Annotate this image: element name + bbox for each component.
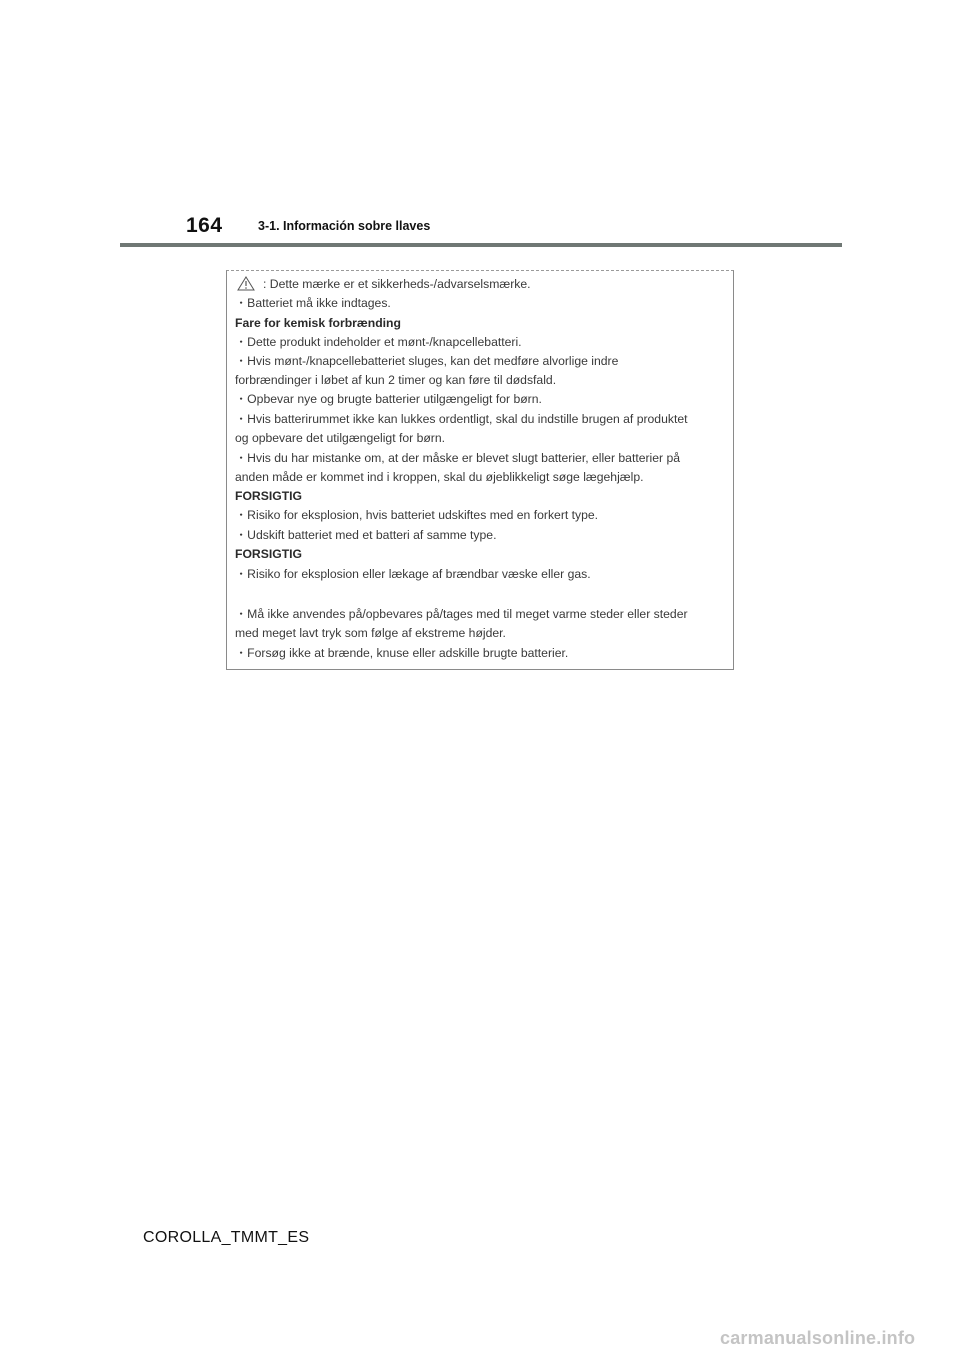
- page-number: 164: [186, 214, 223, 237]
- notice-line: og opbevare det utilgængeligt for børn.: [235, 431, 446, 445]
- notice-heading-caution: FORSIGTIG: [235, 489, 303, 503]
- notice-line: anden måde er kommet ind i kroppen, skal du øjeblikkeligt søge lægehjælp.: [235, 470, 644, 484]
- notice-line: ・Batteriet må ikke indtages.: [235, 296, 391, 310]
- header-divider: [120, 243, 842, 247]
- notice-line: forbrændinger i løbet af kun 2 timer og kan føre til dødsfald.: [235, 373, 557, 387]
- notice-heading-caution: FORSIGTIG: [235, 547, 303, 561]
- footer-model-code: COROLLA_TMMT_ES: [143, 1229, 310, 1246]
- notice-line: ・Forsøg ikke at brænde, knuse eller adskille brugte batterier.: [235, 646, 569, 660]
- notice-line: ・Udskift batteriet med et batteri af samme type.: [235, 528, 497, 542]
- notice-line: ・Hvis du har mistanke om, at der måske er blevet slugt batterier, eller batterier på: [235, 451, 681, 465]
- notice-line: ・Hvis mønt-/knapcellebatteriet sluges, kan det medføre alvorlige indre: [235, 354, 619, 368]
- warning-triangle-icon: [237, 276, 255, 291]
- notice-line: ・Dette produkt indeholder et mønt-/knapcellebatteri.: [235, 335, 522, 349]
- notice-line: ・Risiko for eksplosion eller lækage af brændbar væske eller gas.: [235, 567, 591, 581]
- notice-line: ・Opbevar nye og brugte batterier utilgængeligt for børn.: [235, 392, 542, 406]
- site-watermark: carmanualsonline.info: [720, 1328, 916, 1348]
- section-title: 3-1. Información sobre llaves: [258, 219, 431, 233]
- battery-warning-box: [226, 270, 734, 670]
- notice-heading-chemical-burn: Fare for kemisk forbrænding: [235, 316, 401, 330]
- notice-line: ・Risiko for eksplosion, hvis batteriet udskiftes med en forkert type.: [235, 508, 599, 522]
- warning-sign-description: : Dette mærke er et sikkerheds-/advarselsmærke.: [263, 277, 531, 291]
- notice-line: ・Hvis batterirummet ikke kan lukkes ordentligt, skal du indstille brugen af produktet: [235, 412, 688, 426]
- notice-line: med meget lavt tryk som følge af ekstreme højder.: [235, 626, 506, 640]
- notice-line: ・Må ikke anvendes på/opbevares på/tages med til meget varme steder eller steder: [235, 607, 688, 621]
